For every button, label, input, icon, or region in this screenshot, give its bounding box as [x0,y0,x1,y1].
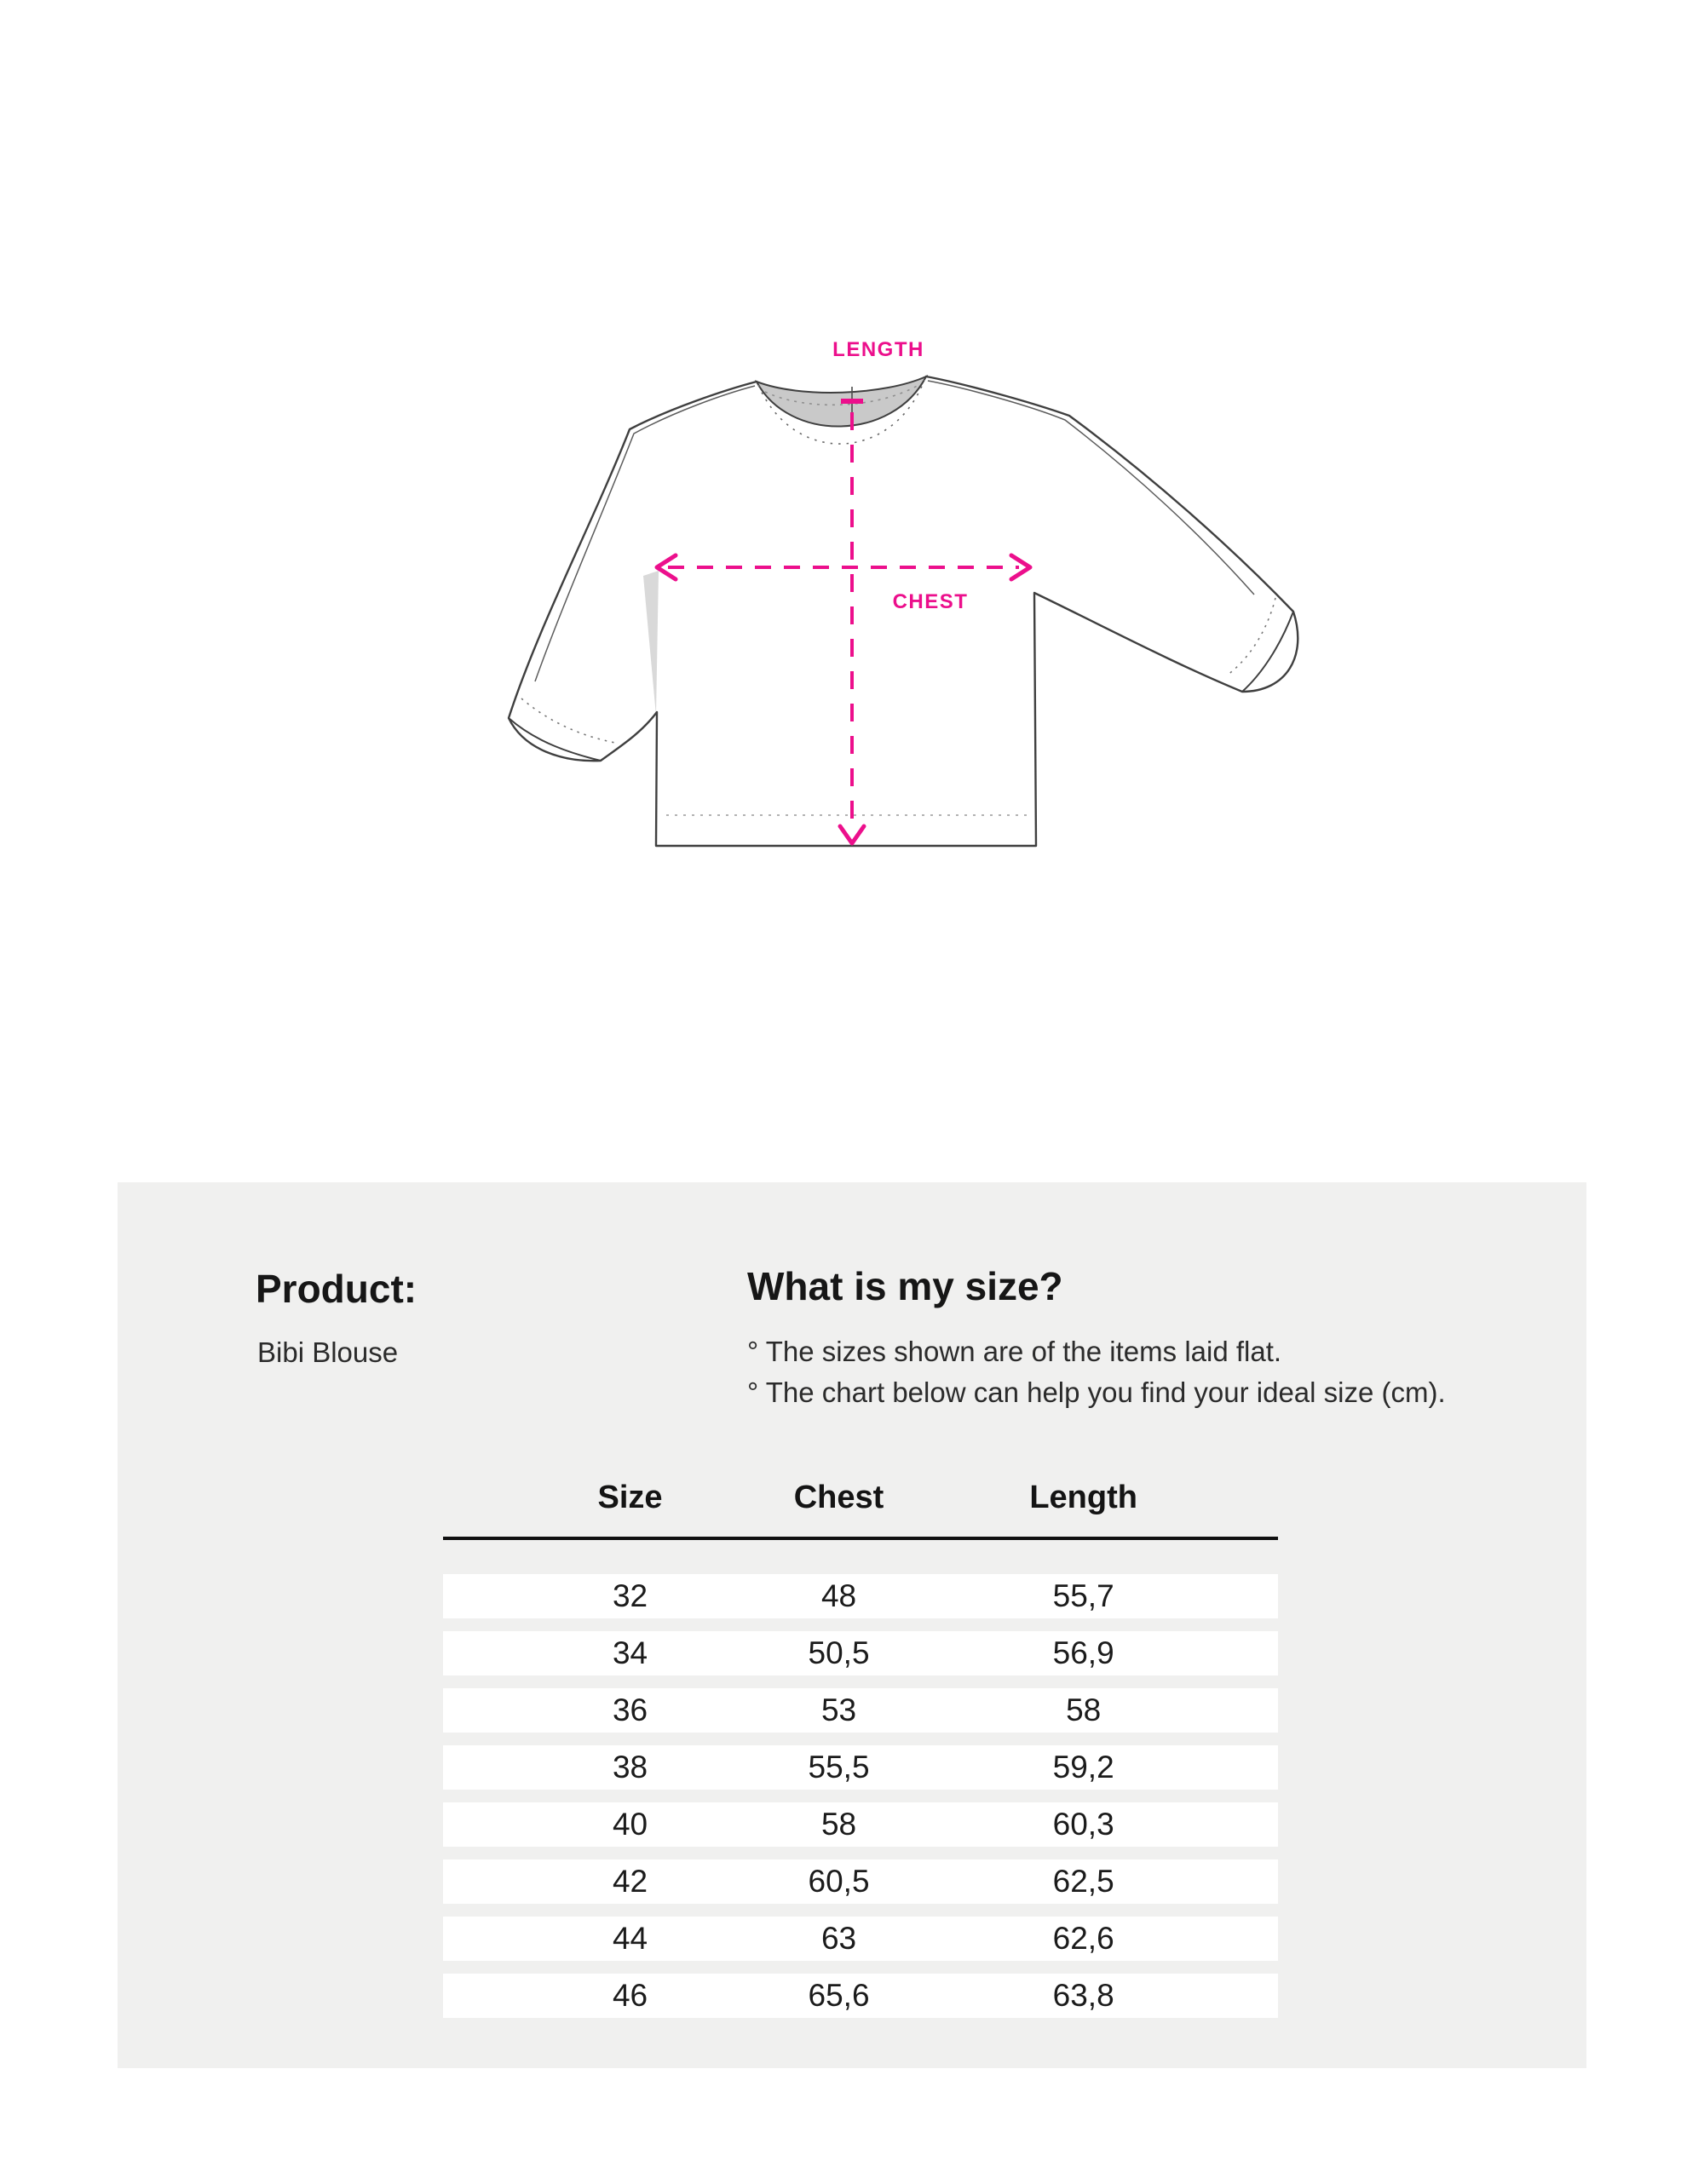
cell-chest: 53 [820,1693,857,1727]
table-row [443,1974,1278,2018]
left-shoulder-seam [535,386,755,681]
size-table-header [443,1479,1278,1516]
product-name: Bibi Blouse [257,1336,399,1368]
cell-chest: 63 [820,1921,857,1956]
cell-chest: 55,5 [808,1750,870,1785]
right-shoulder-seam [928,381,1254,595]
size-guide-notes [747,1331,1446,1413]
cell-chest: 50,5 [808,1635,870,1670]
cell-chest: 65,6 [808,1978,870,2013]
table-row [443,1802,1278,1847]
cell-length: 60,3 [1052,1807,1114,1842]
blouse-drawing [477,324,1312,869]
size-guide-note-2: ° The chart below can help you find your ideal size (cm). [747,1376,1446,1408]
cell-size: 38 [612,1750,648,1785]
cell-size: 40 [612,1807,648,1842]
cell-length: 55,7 [1052,1578,1114,1613]
cell-size: 34 [612,1635,648,1670]
cell-chest: 60,5 [808,1864,870,1899]
product-label: Product: [256,1267,417,1311]
table-row [443,1688,1278,1733]
cell-length: 62,5 [1052,1864,1114,1899]
cell-length: 62,6 [1052,1921,1114,1956]
size-guide-note-1: ° The sizes shown are of the items laid flat. [747,1336,1282,1367]
length-label: LENGTH [832,338,924,361]
table-row [443,1859,1278,1904]
cell-size: 42 [612,1864,648,1899]
cell-length: 58 [1066,1693,1102,1727]
column-header-chest: Chest [793,1480,884,1515]
cell-length: 63,8 [1052,1978,1114,2013]
header-rule [443,1537,1278,1540]
column-header-length: Length [1029,1480,1137,1515]
table-row [443,1917,1278,1961]
chest-arrow-right-icon [1011,555,1030,579]
cell-size: 32 [612,1578,648,1613]
cell-size: 44 [612,1921,648,1956]
table-row [443,1631,1278,1675]
size-guide-heading: What is my size? [747,1264,1063,1308]
cell-length: 56,9 [1052,1635,1114,1670]
size-table [443,1479,1278,2018]
cell-size: 36 [612,1693,648,1727]
right-cuff-stitch [1227,598,1275,675]
cell-chest: 48 [820,1578,857,1613]
table-row [443,1745,1278,1790]
size-table-body [443,1574,1278,2018]
length-arrow-down-icon [840,826,864,843]
cell-length: 59,2 [1052,1750,1114,1785]
body-side-shading [643,571,659,716]
chest-label: CHEST [892,590,969,613]
column-header-size: Size [597,1480,663,1515]
cell-size: 46 [612,1978,648,2013]
blouse-diagram [477,324,1312,869]
table-row [443,1574,1278,1618]
cell-chest: 58 [820,1807,857,1842]
